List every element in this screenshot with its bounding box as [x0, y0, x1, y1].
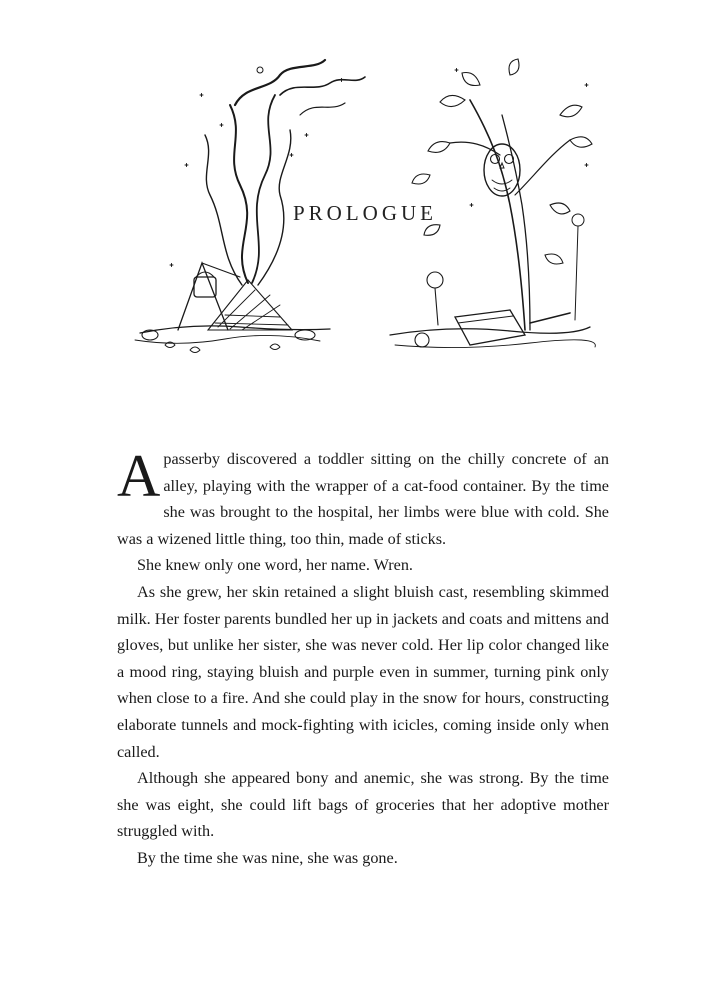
- paragraph: As she grew, her skin retained a slight bluish cast, resembling skimmed milk. Her foster parents bundled her up in jackets and coats and mittens and gloves, but unlike her sister, she was never cold. Her lip color changed like a mood ring, staying bluish and purple even in summer, turning pink only when close to a fire. And she could play in the snow for hours, constructing elaborate tunnels and mock-fighting with icicles, coming inside only when called.: [117, 582, 609, 761]
- paragraph: By the time she was nine, she was gone.: [137, 848, 398, 867]
- chapter-title: PROLOGUE: [292, 201, 437, 225]
- paragraph: [117, 443, 609, 552]
- prologue-body: [117, 443, 609, 872]
- paragraph: Although she appeared bony and anemic, she was strong. By the time she was eight, she could lift bags of groceries that her adoptive mother struggled with.: [117, 769, 609, 841]
- paragraph: She knew only one word, her name. Wren.: [137, 556, 413, 575]
- first-paragraph-text: passerby discovered a toddler sitting on the chilly concrete of an alley, playing with the wrapper of a cat-food container. By the time she was brought to the hospital, her limbs were blue with cold. She was a wizened little thing, too thin, made of sticks.: [117, 450, 609, 548]
- drop-cap: A: [117, 443, 161, 509]
